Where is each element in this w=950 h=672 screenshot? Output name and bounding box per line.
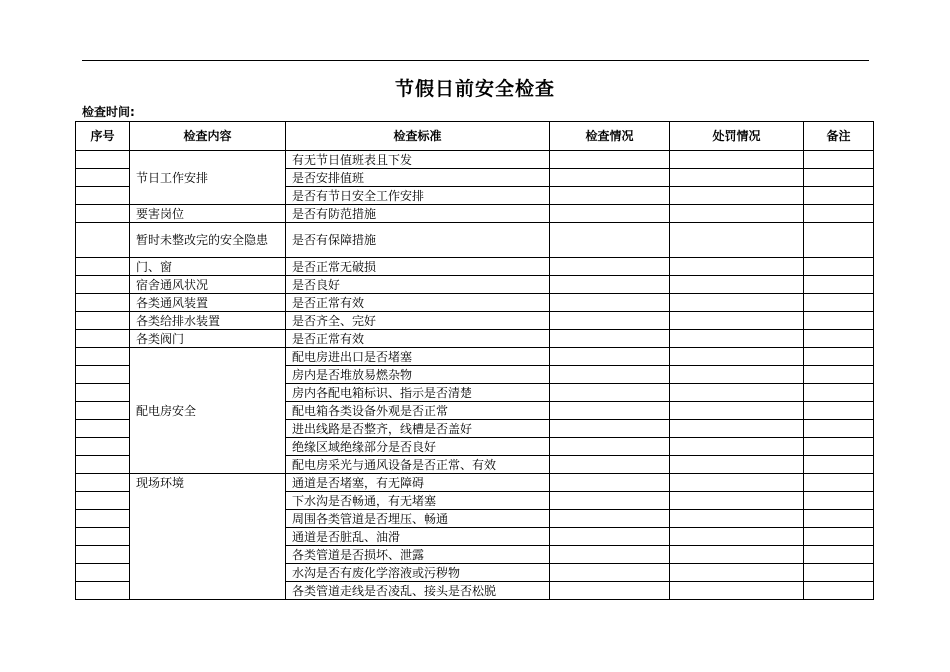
status-cell[interactable] xyxy=(550,564,670,582)
penalty-cell[interactable] xyxy=(670,330,804,348)
remarks-cell[interactable] xyxy=(804,384,874,402)
standard-cell: 是否安排值班 xyxy=(286,169,550,187)
content-cell: 各类阀门 xyxy=(130,330,286,348)
table-row xyxy=(76,258,874,276)
status-cell[interactable] xyxy=(550,474,670,492)
table-row xyxy=(76,348,874,366)
penalty-cell[interactable] xyxy=(670,187,804,205)
standard-cell: 房内是否堆放易燃杂物 xyxy=(286,366,550,384)
status-cell[interactable] xyxy=(550,151,670,169)
index-cell[interactable] xyxy=(76,528,130,546)
remarks-cell[interactable] xyxy=(804,564,874,582)
standard-cell: 绝缘区域绝缘部分是否良好 xyxy=(286,438,550,456)
index-cell[interactable] xyxy=(76,169,130,187)
index-cell[interactable] xyxy=(76,546,130,564)
standard-cell: 水沟是否有废化学溶液或污秽物 xyxy=(286,564,550,582)
index-cell[interactable] xyxy=(76,276,130,294)
remarks-cell[interactable] xyxy=(804,402,874,420)
standard-cell: 通道是否堵塞，有无障碍 xyxy=(286,474,550,492)
remarks-cell[interactable] xyxy=(804,312,874,330)
index-cell[interactable] xyxy=(76,456,130,474)
standard-cell: 是否正常有效 xyxy=(286,294,550,312)
standard-cell: 是否齐全、完好 xyxy=(286,312,550,330)
header-remarks: 备注 xyxy=(804,122,874,151)
table-row xyxy=(76,276,874,294)
index-cell[interactable] xyxy=(76,402,130,420)
remarks-cell[interactable] xyxy=(804,276,874,294)
standard-cell: 配电房采光与通风设备是否正常、有效 xyxy=(286,456,550,474)
remarks-cell[interactable] xyxy=(804,528,874,546)
content-cell: 暂时未整改完的安全隐患 xyxy=(130,223,286,258)
penalty-cell[interactable] xyxy=(670,510,804,528)
penalty-cell[interactable] xyxy=(670,492,804,510)
table-row xyxy=(76,205,874,223)
remarks-cell[interactable] xyxy=(804,456,874,474)
content-cell: 宿舍通风状况 xyxy=(130,276,286,294)
status-cell[interactable] xyxy=(550,492,670,510)
remarks-cell[interactable] xyxy=(804,151,874,169)
standard-cell: 周围各类管道是否埋压、畅通 xyxy=(286,510,550,528)
remarks-cell[interactable] xyxy=(804,187,874,205)
status-cell[interactable] xyxy=(550,456,670,474)
index-cell[interactable] xyxy=(76,366,130,384)
remarks-cell[interactable] xyxy=(804,474,874,492)
penalty-cell[interactable] xyxy=(670,438,804,456)
index-cell[interactable] xyxy=(76,294,130,312)
standard-cell: 进出线路是否整齐，线槽是否盖好 xyxy=(286,420,550,438)
index-cell[interactable] xyxy=(76,223,130,258)
status-cell[interactable] xyxy=(550,223,670,258)
status-cell[interactable] xyxy=(550,348,670,366)
index-cell[interactable] xyxy=(76,438,130,456)
content-cell: 各类给排水装置 xyxy=(130,312,286,330)
status-cell[interactable] xyxy=(550,258,670,276)
penalty-cell[interactable] xyxy=(670,528,804,546)
content-cell: 现场环境 xyxy=(130,474,286,600)
header-index: 序号 xyxy=(76,122,130,151)
standard-cell: 各类管道是否损坏、泄露 xyxy=(286,546,550,564)
remarks-cell[interactable] xyxy=(804,366,874,384)
penalty-cell[interactable] xyxy=(670,348,804,366)
penalty-cell[interactable] xyxy=(670,474,804,492)
remarks-cell[interactable] xyxy=(804,348,874,366)
standard-cell: 各类管道走线是否凌乱、接头是否松脱 xyxy=(286,582,550,600)
header-row xyxy=(76,122,874,151)
penalty-cell[interactable] xyxy=(670,366,804,384)
status-cell[interactable] xyxy=(550,510,670,528)
status-cell[interactable] xyxy=(550,187,670,205)
index-cell[interactable] xyxy=(76,492,130,510)
check-time-label: 检查时间: xyxy=(82,105,135,119)
table-row xyxy=(76,223,874,258)
penalty-cell[interactable] xyxy=(670,384,804,402)
header-standard: 检查标准 xyxy=(286,122,550,151)
index-cell[interactable] xyxy=(76,258,130,276)
status-cell[interactable] xyxy=(550,528,670,546)
status-cell[interactable] xyxy=(550,312,670,330)
penalty-cell[interactable] xyxy=(670,312,804,330)
standard-cell: 房内各配电箱标识、指示是否清楚 xyxy=(286,384,550,402)
status-cell[interactable] xyxy=(550,402,670,420)
content-cell: 配电房安全 xyxy=(130,348,286,474)
status-cell[interactable] xyxy=(550,438,670,456)
remarks-cell[interactable] xyxy=(804,223,874,258)
penalty-cell[interactable] xyxy=(670,294,804,312)
standard-cell: 是否有节日安全工作安排 xyxy=(286,187,550,205)
penalty-cell[interactable] xyxy=(670,151,804,169)
content-cell: 节日工作安排 xyxy=(130,151,286,205)
penalty-cell[interactable] xyxy=(670,223,804,258)
index-cell[interactable] xyxy=(76,205,130,223)
standard-cell: 是否有保障措施 xyxy=(286,223,550,258)
standard-cell: 有无节日值班表且下发 xyxy=(286,151,550,169)
inspection-table xyxy=(75,121,874,600)
remarks-cell[interactable] xyxy=(804,258,874,276)
remarks-cell[interactable] xyxy=(804,420,874,438)
header-status: 检查情况 xyxy=(550,122,670,151)
standard-cell: 配电箱各类设备外观是否正常 xyxy=(286,402,550,420)
top-rule xyxy=(82,60,869,61)
penalty-cell[interactable] xyxy=(670,276,804,294)
status-cell[interactable] xyxy=(550,384,670,402)
remarks-cell[interactable] xyxy=(804,205,874,223)
status-cell[interactable] xyxy=(550,205,670,223)
remarks-cell[interactable] xyxy=(804,582,874,600)
remarks-cell[interactable] xyxy=(804,330,874,348)
standard-cell: 是否有防范措施 xyxy=(286,205,550,223)
status-cell[interactable] xyxy=(550,582,670,600)
standard-cell: 是否正常无破损 xyxy=(286,258,550,276)
standard-cell: 是否良好 xyxy=(286,276,550,294)
remarks-cell[interactable] xyxy=(804,546,874,564)
status-cell[interactable] xyxy=(550,420,670,438)
index-cell[interactable] xyxy=(76,474,130,492)
index-cell[interactable] xyxy=(76,420,130,438)
index-cell[interactable] xyxy=(76,510,130,528)
penalty-cell[interactable] xyxy=(670,420,804,438)
remarks-cell[interactable] xyxy=(804,294,874,312)
status-cell[interactable] xyxy=(550,294,670,312)
penalty-cell[interactable] xyxy=(670,258,804,276)
table-row xyxy=(76,474,874,492)
penalty-cell[interactable] xyxy=(670,582,804,600)
content-cell: 门、窗 xyxy=(130,258,286,276)
status-cell[interactable] xyxy=(550,330,670,348)
index-cell[interactable] xyxy=(76,312,130,330)
penalty-cell[interactable] xyxy=(670,205,804,223)
content-cell: 要害岗位 xyxy=(130,205,286,223)
index-cell[interactable] xyxy=(76,330,130,348)
status-cell[interactable] xyxy=(550,366,670,384)
status-cell[interactable] xyxy=(550,546,670,564)
remarks-cell[interactable] xyxy=(804,438,874,456)
index-cell[interactable] xyxy=(76,187,130,205)
content-cell: 各类通风装置 xyxy=(130,294,286,312)
index-cell[interactable] xyxy=(76,151,130,169)
remarks-cell[interactable] xyxy=(804,510,874,528)
standard-cell: 是否正常有效 xyxy=(286,330,550,348)
table-row xyxy=(76,294,874,312)
header-content: 检查内容 xyxy=(130,122,286,151)
index-cell[interactable] xyxy=(76,564,130,582)
remarks-cell[interactable] xyxy=(804,492,874,510)
penalty-cell[interactable] xyxy=(670,402,804,420)
remarks-cell[interactable] xyxy=(804,169,874,187)
index-cell[interactable] xyxy=(76,348,130,366)
penalty-cell[interactable] xyxy=(670,546,804,564)
table-row xyxy=(76,151,874,169)
status-cell[interactable] xyxy=(550,276,670,294)
header-penalty: 处罚情况 xyxy=(670,122,804,151)
table-row xyxy=(76,330,874,348)
index-cell[interactable] xyxy=(76,582,130,600)
standard-cell: 配电房进出口是否堵塞 xyxy=(286,348,550,366)
penalty-cell[interactable] xyxy=(670,169,804,187)
table-row xyxy=(76,312,874,330)
penalty-cell[interactable] xyxy=(670,564,804,582)
standard-cell: 通道是否脏乱、油滑 xyxy=(286,528,550,546)
penalty-cell[interactable] xyxy=(670,456,804,474)
page-title: 节假日前安全检查 xyxy=(394,78,555,100)
index-cell[interactable] xyxy=(76,384,130,402)
standard-cell: 下水沟是否畅通，有无堵塞 xyxy=(286,492,550,510)
status-cell[interactable] xyxy=(550,169,670,187)
